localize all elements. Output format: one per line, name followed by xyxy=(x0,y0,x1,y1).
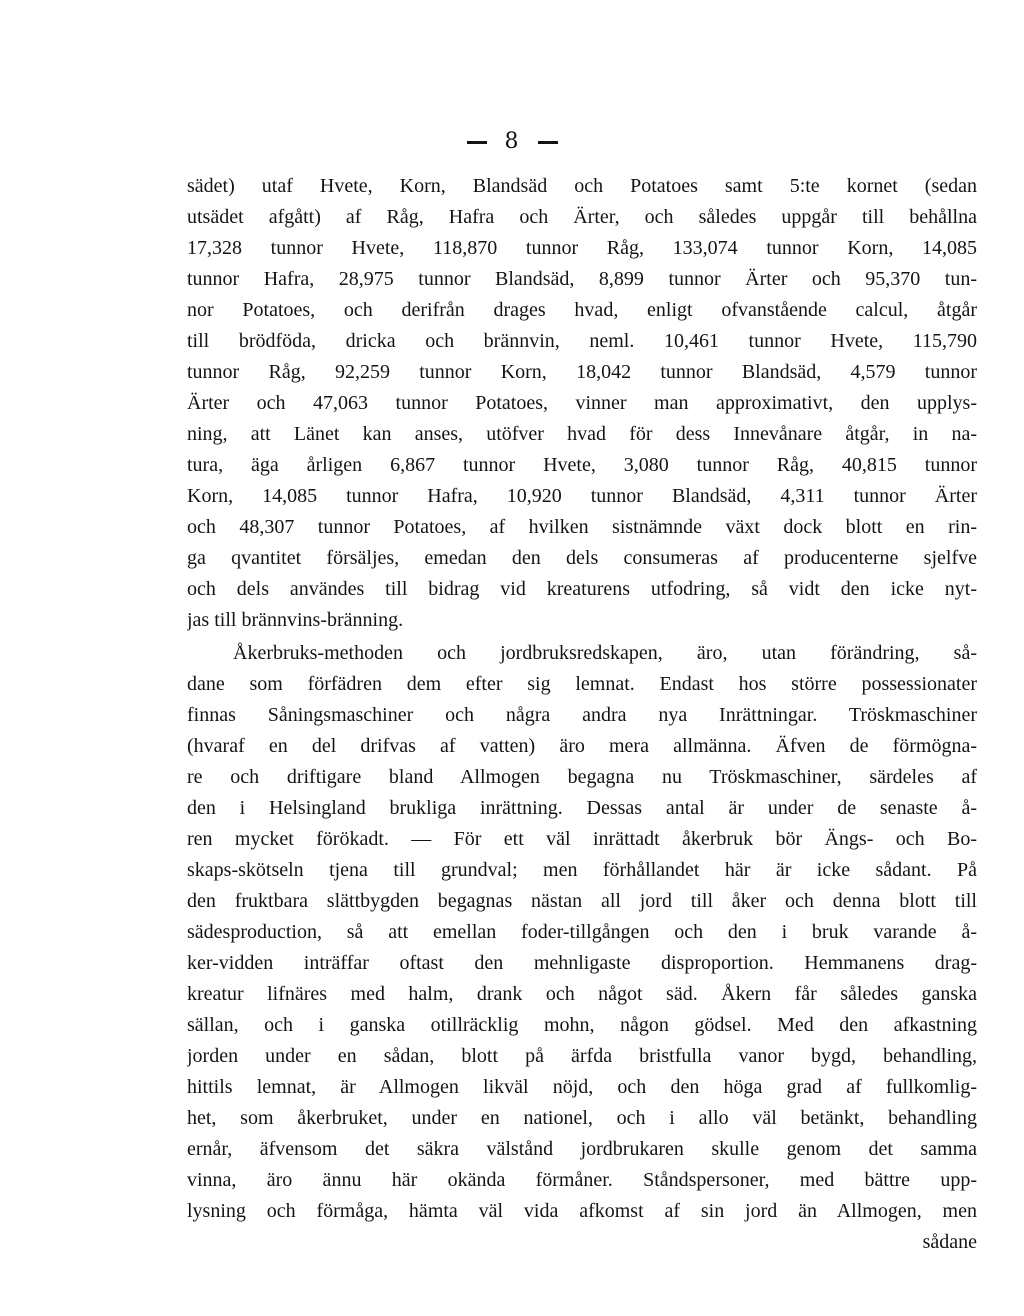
text-line: ernår, äfvensom det säkra välstånd jordbrukaren skulle genom det samma xyxy=(187,1138,977,1160)
text-line: den i Helsingland brukliga inrättning. Dessas antal är under de senaste å- xyxy=(187,797,977,819)
text-line: och dels användes till bidrag vid kreaturens utfodring, så vidt den icke nyt- xyxy=(187,578,977,600)
page-number: 8 xyxy=(504,129,520,154)
text-line: tunnor Hafra, 28,975 tunnor Blandsäd, 8,899 tunnor Ärter och 95,370 tun- xyxy=(187,268,977,290)
text-line: Ärter och 47,063 tunnor Potatoes, vinner man approximativt, den upplys- xyxy=(187,392,977,414)
text-line: lysning och förmåga, hämta väl vida afkomst af sin jord än Allmogen, men xyxy=(187,1200,977,1222)
text-line: het, som åkerbruket, under en nationel, och i allo väl betänkt, behandling xyxy=(187,1107,977,1129)
text-line: dane som förfädren dem efter sig lemnat. Endast hos större possessionater xyxy=(187,673,977,695)
text-line: och 48,307 tunnor Potatoes, af hvilken sistnämnde växt dock blott en rin- xyxy=(187,516,977,538)
text-line: den fruktbara slättbygden begagnas nästan all jord till åker och denna blott till xyxy=(187,890,977,912)
text-line: hittils lemnat, är Allmogen likväl nöjd, och den höga grad af fullkomlig- xyxy=(187,1076,977,1098)
text-line: sädesproduction, så att emellan foder-tillgången och den i bruk varande å- xyxy=(187,921,977,943)
text-line: Korn, 14,085 tunnor Hafra, 10,920 tunnor Blandsäd, 4,311 tunnor Ärter xyxy=(187,485,977,507)
text-line: tura, äga årligen 6,867 tunnor Hvete, 3,080 tunnor Råg, 40,815 tunnor xyxy=(187,454,977,476)
text-line: ning, att Länet kan anses, utöfver hvad för dess Innevånare åtgår, in na- xyxy=(187,423,977,445)
text-line: utsädet afgått) af Råg, Hafra och Ärter, och således uppgår till behållna xyxy=(187,206,977,228)
text-line: re och driftigare bland Allmogen begagna nu Tröskmaschiner, särdeles af xyxy=(187,766,977,788)
page-header xyxy=(0,129,1024,154)
text-line: tunnor Råg, 92,259 tunnor Korn, 18,042 tunnor Blandsäd, 4,579 tunnor xyxy=(187,361,977,383)
text-line: kreatur lifnäres med halm, drank och något säd. Åkern får således ganska xyxy=(187,983,977,1005)
text-line: nor Potatoes, och derifrån drages hvad, enligt ofvanstående calcul, åtgår xyxy=(187,299,977,321)
text-line: ren mycket förökadt. — För ett väl inrättadt åkerbruk bör Ängs- och Bo- xyxy=(187,828,977,850)
catchword: sådane xyxy=(922,1231,977,1253)
text-line: finnas Såningsmaschiner och några andra nya Inrättningar. Tröskmaschiner xyxy=(187,704,977,726)
text-line: Åkerbruks-methoden och jordbruksredskapen, äro, utan förändring, så- xyxy=(233,642,977,664)
header-dash-left xyxy=(467,141,487,144)
text-line: sällan, och i ganska otillräcklig mohn, någon gödsel. Med den afkastning xyxy=(187,1014,977,1036)
text-line: vinna, äro ännu här okända förmåner. Ståndspersoner, med bättre upp- xyxy=(187,1169,977,1191)
text-line: till brödföda, dricka och brännvin, neml. 10,461 tunnor Hvete, 115,790 xyxy=(187,330,977,352)
text-line: ker-vidden inträffar oftast den mehnligaste disproportion. Hemmanens drag- xyxy=(187,952,977,974)
text-line: jorden under en sådan, blott på ärfda bristfulla vanor bygd, behandling, xyxy=(187,1045,977,1067)
text-line: ga qvantitet försäljes, emedan den dels consumeras af producenterne sjelfve xyxy=(187,547,977,569)
header-dash-right xyxy=(538,141,558,144)
text-line: (hvaraf en del drifvas af vatten) äro mera allmänna. Äfven de förmögna- xyxy=(187,735,977,757)
text-line: skaps-skötseln tjena till grundval; men förhållandet här är icke sådant. På xyxy=(187,859,977,881)
text-line: jas till brännvins-bränning. xyxy=(187,609,404,631)
text-line: 17,328 tunnor Hvete, 118,870 tunnor Råg, 133,074 tunnor Korn, 14,085 xyxy=(187,237,977,259)
text-line: sädet) utaf Hvete, Korn, Blandsäd och Potatoes samt 5:te kornet (sedan xyxy=(187,175,977,197)
